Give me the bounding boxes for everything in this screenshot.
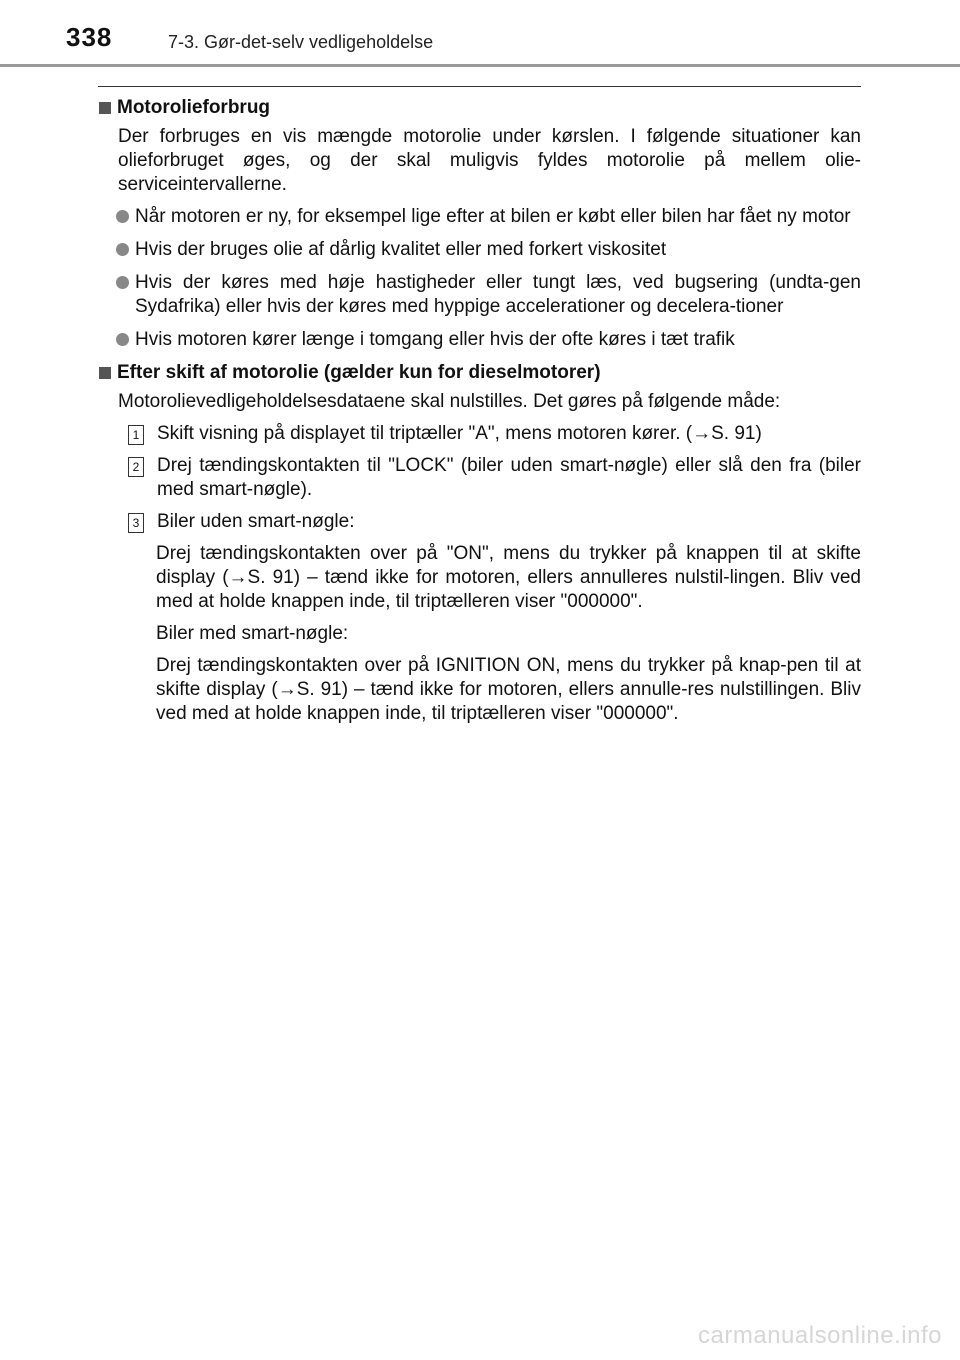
step-number-badge: 2 <box>128 457 144 477</box>
step-text: Drej tændingskontakten til "LOCK" (biler uden smart-nøgle) eller slå den fra (biler med smart-nøgle). <box>157 455 861 500</box>
list-item-text: Hvis der køres med høje hastigheder eller tungt læs, ved bugsering (undta-gen Sydafrika) eller hvis der køres med hyppige accelerationer og decelera-tioner <box>135 272 861 317</box>
step3-with-key-text: Drej tændingskontakten over på IGNITION ON, mens du trykker på knap-pen til at skifte display (→S. 91) – tænd ikke for motoren, ellers annulle-res nulstillingen. Bliv ved med at holde knappen inde, til triptælleren viser "000000". <box>156 655 861 724</box>
step-item <box>128 422 861 446</box>
page-header <box>0 0 960 66</box>
step-number-badge: 3 <box>128 513 144 533</box>
page-content <box>98 96 861 734</box>
section-title: 7-3. Gør-det-selv vedligeholdelse <box>168 32 434 52</box>
list-item <box>116 271 861 319</box>
square-bullet-icon <box>99 367 111 379</box>
step-item <box>128 510 861 534</box>
list-item-text: Når motoren er ny, for eksempel lige efter at bilen er købt eller bilen har fået ny motor <box>135 206 851 227</box>
step-text: Skift visning på displayet til triptæller "A", mens motoren kører. (→S. 91) <box>157 423 762 444</box>
list-item-text: Hvis motoren kører længe i tomgang eller hvis der ofte køres i tæt trafik <box>135 329 735 350</box>
step-item <box>128 454 861 502</box>
circle-bullet-icon <box>116 276 129 289</box>
circle-bullet-icon <box>116 333 129 346</box>
list-item <box>116 238 861 262</box>
step-text: Biler uden smart-nøgle: <box>157 511 355 532</box>
step3-with-key-label: Biler med smart-nøgle: <box>156 623 349 644</box>
oil-consumption-intro: Der forbruges en vis mængde motorolie under kørslen. I følgende situationer kan olieforbruget øges, og der skal muligvis fyldes motorolie på mellem olie-serviceintervallerne. <box>118 126 861 195</box>
header-divider <box>0 64 960 67</box>
list-item-text: Hvis der bruges olie af dårlig kvalitet eller med forkert viskositet <box>135 239 667 260</box>
watermark-text: carmanualsonline.info <box>698 1322 942 1349</box>
page-number: 338 <box>66 22 113 52</box>
square-bullet-icon <box>99 102 111 114</box>
oil-change-intro: Motorolievedligeholdelsesdataene skal nulstilles. Det gøres på følgende måde: <box>118 391 781 412</box>
circle-bullet-icon <box>116 243 129 256</box>
step-number-badge: 1 <box>128 425 144 445</box>
list-item <box>116 205 861 229</box>
section-heading-oil-consumption <box>98 96 861 120</box>
section-heading-oil-change <box>98 361 861 385</box>
heading-text: Motorolieforbrug <box>117 97 271 118</box>
content-divider <box>98 86 861 87</box>
circle-bullet-icon <box>116 210 129 223</box>
heading-text: Efter skift af motorolie (gælder kun for dieselmotorer) <box>117 362 601 383</box>
list-item <box>116 328 861 352</box>
step3-without-key-text: Drej tændingskontakten over på "ON", mens du trykker på knappen til at skifte display (→S. 91) – tænd ikke for motoren, ellers annulleres nulstil-lingen. Bliv ved med at holde knappen inde, til triptælleren viser "000000". <box>156 543 861 612</box>
